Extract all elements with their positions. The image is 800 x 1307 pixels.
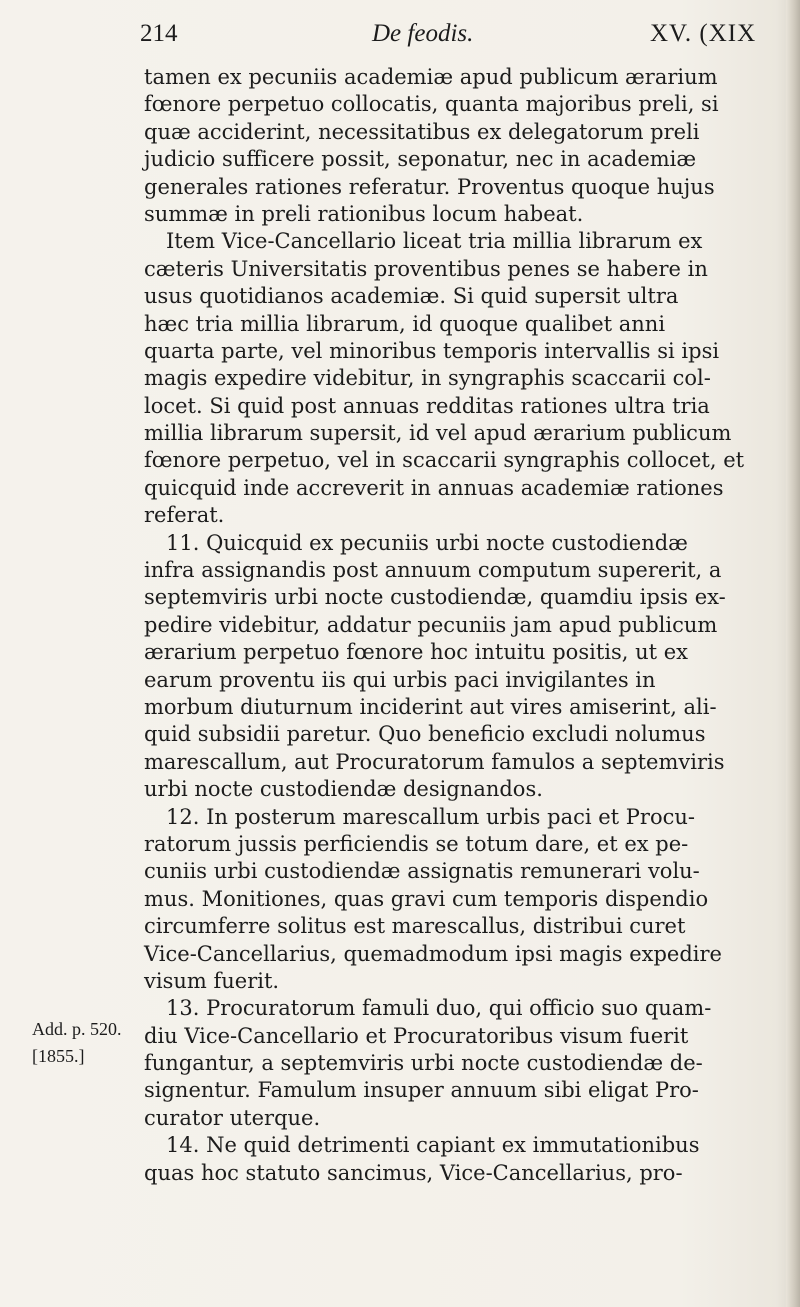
text-line: quarta parte, vel minoribus temporis intervallis si ipsi <box>144 338 720 363</box>
text-line: cuniis urbi custodiendæ assignatis remunerari volu- <box>144 859 700 884</box>
text-line: visum fuerit. <box>144 968 280 993</box>
text-line: earum proventu iis qui urbis paci invigilantes in <box>144 667 656 692</box>
text-line: 12. In posterum marescallum urbis paci et Procu- <box>166 804 695 829</box>
text-line: summæ in preli rationibus locum habeat. <box>144 201 584 226</box>
text-line: ærarium perpetuo fœnore hoc intuitu positis, ut ex <box>144 640 689 665</box>
text-line: quas hoc statuto sancimus, Vice-Cancellarius, pro- <box>144 1160 683 1185</box>
text-line: usus quotidianos academiæ. Si quid supersit ultra <box>144 284 679 309</box>
text-line: magis expedire videbitur, in syngraphis scaccarii col- <box>144 366 711 391</box>
text-line: quæ acciderint, necessitatibus ex delegatorum preli <box>144 119 700 144</box>
text-line: pedire videbitur, addatur pecuniis jam apud publicum <box>144 612 718 637</box>
text-line: fœnore perpetuo collocatis, quanta majoribus preli, si <box>144 92 719 117</box>
text-line: circumferre solitus est marescallus, distribui curet <box>144 914 686 939</box>
margin-note-reference: Add. p. 520. <box>32 1019 122 1039</box>
text-line: ratorum jussis perficiendis se totum dare, et ex pe- <box>144 831 689 856</box>
text-line: urbi nocte custodiendæ designandos. <box>144 777 543 802</box>
text-line: quid subsidii paretur. Quo beneficio excludi nolumus <box>144 722 706 747</box>
text-line: curator uterque. <box>144 1105 321 1130</box>
text-line: hæc tria millia librarum, id quoque qualibet anni <box>144 311 666 336</box>
text-line: tamen ex pecuniis academiæ apud publicum ærarium <box>144 65 718 89</box>
text-line: Vice-Cancellarius, quemadmodum ipsi magis expedire <box>144 941 722 966</box>
text-line: 13. Procuratorum famuli duo, qui officio suo quam- <box>166 996 712 1021</box>
text-line: morbum diuturnum inciderint aut vires amiserint, ali- <box>144 694 717 719</box>
text-line: millia librarum supersit, id vel apud ærarium publicum <box>144 421 732 446</box>
body-text <box>144 64 764 1187</box>
text-line: locet. Si quid post annuas redditas rationes ultra tria <box>144 393 710 418</box>
text-line: referat. <box>144 503 225 528</box>
page-edge <box>786 0 800 1307</box>
text-line: marescallum, aut Procuratorum famulos a septemviris <box>144 749 725 774</box>
margin-note-year: [1855.] <box>32 1046 85 1066</box>
text-line: mus. Monitiones, quas gravi cum temporis dispendio <box>144 886 709 911</box>
text-line: Item Vice-Cancellario liceat tria millia librarum ex <box>166 229 703 254</box>
text-line: fungantur, a septemviris urbi nocte custodiendæ de- <box>144 1051 703 1076</box>
page-number: 214 <box>140 20 178 47</box>
text-line: infra assignandis post annuum computum supererit, a <box>144 558 722 583</box>
text-line: generales rationes referatur. Proventus quoque hujus <box>144 174 715 199</box>
text-line: cæteris Universitatis proventibus penes se habere in <box>144 256 708 281</box>
text-line: fœnore perpetuo, vel in scaccarii syngraphis collocet, et <box>144 448 745 473</box>
text-line: signentur. Famulum insuper annuum sibi eligat Pro- <box>144 1078 699 1103</box>
text-line: diu Vice-Cancellario et Procuratoribus visum fuerit <box>144 1023 689 1048</box>
running-title: De feodis. <box>372 20 474 47</box>
page-header <box>140 20 800 60</box>
text-line: judicio sufficere possit, seponatur, nec in academiæ <box>144 147 697 172</box>
text-line: 14. Ne quid detrimenti capiant ex immutationibus <box>166 1133 700 1158</box>
text-line: quicquid inde accreverit in annuas academiæ rationes <box>144 475 724 500</box>
section-mark: XV. (XIX <box>650 20 757 47</box>
text-line: septemviris urbi nocte custodiendæ, quamdiu ipsis ex- <box>144 585 726 610</box>
text-line: 11. Quicquid ex pecuniis urbi nocte custodiendæ <box>166 530 688 555</box>
